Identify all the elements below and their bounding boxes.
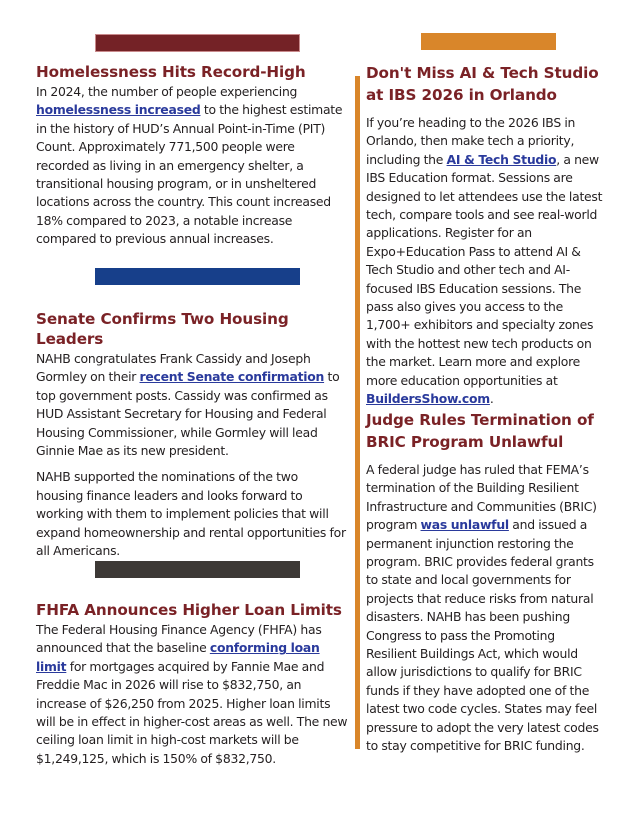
body-text: for mortgages acquired by Fannie Mae and Freddie Mac in 2026 will rise to $832,750, an increase of $26,250 from 2025. Higher loan limits will be in effect in higher-cost areas as well. The new ceiling loan limit in high-cost markets will be $1,249,125, which is 150% of $832,750.	[36, 658, 348, 766]
article-body	[36, 621, 348, 768]
left-column-article-2	[36, 309, 348, 560]
body-text: and issued a permanent injunction restoring the program. BRIC provides federal grants to state and local governments for projects that reduce risks from natural disasters. NAHB has been pushing Congress to pass the Promoting Resilient Buildings Act, which would allow jurisdictions to qualify for BRIC funds if they have adopted one of the latest two code cycles. States may feel pressure to adopt the very latest codes to stay competitive for BRIC funding.	[366, 517, 599, 754]
article-bric-ruling	[366, 409, 606, 756]
link-ai-tech-studio[interactable]: AI & Tech Studio	[446, 151, 557, 167]
link-was-unlawful[interactable]: was unlawful	[420, 517, 509, 533]
link-conforming-loan-limit[interactable]: conforming loan limit	[36, 640, 320, 674]
body-text: If you’re heading to the 2026 IBS in Orlando, then make tech a priority, including the	[366, 115, 576, 167]
article-body	[366, 114, 606, 409]
divider-bar-dark	[95, 561, 300, 578]
article-homelessness	[36, 62, 348, 249]
article-senate-confirms	[36, 309, 348, 560]
article-fhfa-loan-limits	[36, 600, 348, 768]
body-text: A federal judge has ruled that FEMA’s termination of the Building Resilient Infrastructure and Communities (BRIC) program	[366, 462, 597, 533]
article-headline: Senate Confirms Two Housing Leaders	[36, 310, 289, 348]
left-column	[36, 62, 348, 249]
divider-bar-maroon	[95, 34, 300, 52]
article-body	[36, 350, 348, 460]
article-ai-tech-studio	[366, 62, 606, 409]
right-column	[366, 62, 606, 409]
body-text: .	[489, 391, 494, 407]
article-headline: Homelessness Hits Record-High	[36, 63, 306, 81]
link-buildersshow[interactable]: BuildersShow.com	[366, 391, 490, 407]
column-divider-rule	[355, 76, 360, 749]
body-text: to top government posts. Cassidy was confirmed as HUD Assistant Secretary for Housing and Federal Housing Commissioner, while Gormley will lead Ginnie Mae as its new president.	[36, 369, 340, 459]
article-headline: Judge Rules Termination of BRIC Program Unlawful	[366, 411, 594, 451]
body-text: The Federal Housing Finance Agency (FHFA) has announced that the baseline	[36, 622, 322, 656]
article-body	[36, 83, 348, 249]
link-recent-senate-confirmation[interactable]: recent Senate confirmation	[139, 369, 325, 385]
body-text: In 2024, the number of people experiencing	[36, 84, 298, 99]
body-text: NAHB congratulates Frank Cassidy and Joseph Gormley on their	[36, 351, 311, 385]
right-column-article-2	[366, 409, 606, 756]
article-headline: Don't Miss AI & Tech Studio at IBS 2026 in Orlando	[366, 64, 599, 104]
body-text: , a new IBS Education format. Sessions are designed to let attendees use the latest tech, compare tools and see real-world applications. Register for an Expo+Education Pass to attend AI & Tech Studio and other tech and AI-focused IBS Education sessions. The pass also gives you access to the 1,700+ exhibitors and specialty zones with the hottest new tech products on the market. Learn more and explore more education opportunities at	[366, 151, 603, 388]
article-headline: FHFA Announces Higher Loan Limits	[36, 601, 342, 619]
article-body	[366, 461, 606, 756]
body-text: to the highest estimate in the history of HUD’s Annual Point-in-Time (PIT) Count. Approximately 771,500 people were recorded as living in an emergency shelter, a transitional housing program, or in unsheltered locations across the country. This count increased 18% compared to 2023, a notable increase compared to previous annual increases.	[36, 102, 343, 247]
link-homelessness-increased[interactable]: homelessness increased	[36, 102, 201, 118]
left-column-article-3	[36, 600, 348, 768]
divider-bar-blue	[95, 268, 300, 285]
article-body-paragraph-2: NAHB supported the nominations of the two housing finance leaders and looks forward to working with them to implement policies that will expand homeownership and rental opportunities for all Americans.	[36, 469, 346, 559]
divider-bar-orange	[421, 33, 556, 50]
